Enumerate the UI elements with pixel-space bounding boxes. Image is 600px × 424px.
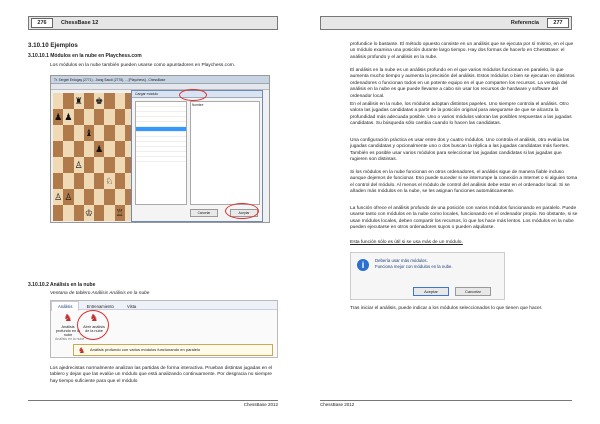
ribbon-tabs [51, 301, 277, 310]
paragraph: La función ofrece el análisis profundo de una posición con varios módulos funcionando en paralelo. Puede usarse tanto con módulos en la nube como locales, funcionando en el ordenador propio. No obstante, si se usan módulos locales, deben compartir los recursos, lo que los hace más lentos. Los módulos en la nube pueden ejecutarse en otros ordenadores suyos o pueden alquilarse. [350, 206, 578, 231]
board-square[interactable] [115, 125, 125, 141]
tab-analysis[interactable]: Análisis [51, 301, 79, 311]
screenshot-cloud-engines [50, 75, 270, 223]
board-square[interactable] [94, 157, 104, 173]
board-square[interactable] [94, 125, 104, 141]
page-number: 276 [31, 18, 53, 28]
header-title: ChessBase 12 [61, 20, 99, 26]
chess-piece[interactable]: ♟ [95, 144, 104, 154]
highlight-circle [179, 89, 207, 101]
cloud-analysis-icon: ♞ [78, 346, 86, 355]
dialog-line: Funciona mejor con módulos en la nube. [375, 264, 453, 269]
analysis-ribbon [50, 300, 278, 358]
board-square[interactable] [94, 141, 104, 157]
board-square[interactable] [63, 189, 73, 205]
tab-training[interactable]: Entrenamiento [86, 304, 114, 309]
chess-board[interactable] [53, 93, 135, 221]
board-square[interactable] [53, 93, 63, 109]
section-title: 3.10.10 Ejemplos [28, 42, 78, 49]
chess-piece[interactable]: ♙ [74, 160, 83, 170]
body-text: Los ajedrecistas normalmente analizan las partidas de forma interactiva. Prueban distintas jugadas en el tablero y dejan que las evalúe un módulo que está analizando continuamente. Por desgracia no siempre hay tiempo suficiente para que el módulo [50, 366, 273, 384]
board-square[interactable] [115, 205, 125, 221]
board-square[interactable] [63, 157, 73, 173]
intro-text: Los módulos en la nube también pueden usarse como apuntadores en Playchess.com. [50, 63, 236, 68]
chess-piece[interactable]: ♟ [54, 112, 63, 122]
highlight-circle [77, 310, 109, 340]
board-square[interactable] [115, 141, 125, 157]
engine-list[interactable] [135, 101, 187, 205]
board-square[interactable] [63, 93, 73, 109]
board-square[interactable] [84, 109, 94, 125]
chess-piece[interactable]: ♙ [64, 192, 73, 202]
chess-piece[interactable]: ♘ [105, 176, 114, 186]
board-square[interactable] [115, 189, 125, 205]
info-icon: i [357, 259, 369, 271]
chess-piece[interactable]: ♖ [115, 208, 124, 218]
board-square[interactable] [84, 189, 94, 205]
board-square[interactable] [104, 93, 114, 109]
paragraph: Si los módulos en la nube funcionan en otros ordenadores, el análisis sigue de manera fiable incluso aunque dejemos de funcionar. Eso puede suceder si se interrumpe la conexión a Internet o si alguien toma el control del módulo. Al menos el módulo de control del análisis debe estar en el ordenador local. Si se añaden más módulos en la nube, se les asignan funciones automáticamente. [350, 170, 578, 195]
board-square[interactable] [74, 157, 84, 173]
board-square[interactable] [104, 189, 114, 205]
board-square[interactable] [63, 205, 73, 221]
board-square[interactable] [94, 109, 104, 125]
engine-detail-list[interactable] [190, 101, 260, 205]
board-square[interactable] [53, 141, 63, 157]
board-square[interactable] [94, 189, 104, 205]
dialog-line: Debería usar más módulos. [375, 258, 428, 263]
board-square[interactable] [74, 125, 84, 141]
chess-piece[interactable]: ♔ [84, 208, 93, 218]
page-footer: ChessBase 2012 [320, 400, 572, 408]
button-label: Abrir análisis de la nube [83, 325, 105, 334]
page-number: 277 [547, 18, 569, 28]
list-header: Nombre [192, 103, 204, 107]
board-square[interactable] [115, 157, 125, 173]
chess-piece[interactable]: ♚ [95, 96, 104, 106]
board-square[interactable] [104, 157, 114, 173]
board-square[interactable] [74, 109, 84, 125]
ok-button[interactable]: Aceptar [413, 287, 449, 296]
chess-piece[interactable]: ♜ [74, 96, 83, 106]
paragraph: Tras iniciar el análisis, puede indicar a los módulos seleccionados lo que tienen que hacer. [350, 306, 543, 311]
board-square[interactable] [63, 125, 73, 141]
cancel-button[interactable]: Cancelar [190, 209, 218, 217]
screenshot-title-bar: Tr. Sergiei Erdogay (2771) - Jiang Saudi (2775), ... [Playchess] - ChessBase [51, 76, 269, 84]
page-footer: ChessBase 2012 [28, 400, 278, 408]
board-square[interactable] [74, 189, 84, 205]
right-page [300, 0, 600, 424]
page-header [320, 16, 572, 30]
breadcrumb: Ventana de tablero Análisis Análisis en la nube [50, 291, 150, 296]
board-square[interactable] [63, 173, 73, 189]
board-square[interactable] [94, 173, 104, 189]
paragraph: Una configuración práctica es usar entre dos y cuatro módulos. Uno controla el análisis, otro evalúa las jugadas candidatas y opcionalmente uno o dos buscan la réplica a las jugadas candidatas más fuertes. También es posible usar varios módulos para seleccionar las jugadas candidatas si las jugadas que rugieren son distintas. [350, 138, 570, 163]
board-square[interactable] [104, 125, 114, 141]
paragraph: En el análisis en la nube, los módulos adoptan distintos papeles. Uno siempre controla el análisis. Otro valora las jugadas candidatas a partir de la posición original para asegurarse de que se alcanza la profundidad más adecuada posible. Uno o varios módulos valoran las posibles respuestas a las jugadas candidatas. Su búsqueda sólo cambia cuando lo hacen las candidatas. [350, 102, 572, 127]
board-square[interactable] [84, 93, 94, 109]
chess-piece[interactable]: ♙ [54, 192, 63, 202]
chess-piece[interactable]: ♟ [64, 112, 73, 122]
tooltip [73, 344, 273, 356]
board-square[interactable] [53, 205, 63, 221]
board-square[interactable] [53, 157, 63, 173]
board-square[interactable] [115, 173, 125, 189]
paragraph: El análisis en la nube es un análisis profundo en el que varios módulos funcionan en paralelo, lo que aumenta mucho tiempo y aumenta la precisión del análisis. Estos módulos o bien se ejecutan en distintos ordenadores o funcionan todos en un potente equipo en el que comparten los recursos. La ventaja del análisis en la nube es que puede llevarse a cabo sin usar los recursos de hardware y software del ordenador local. [350, 68, 575, 99]
page-header [28, 16, 278, 30]
board-square[interactable] [74, 141, 84, 157]
ok-button[interactable]: Aceptar [230, 209, 258, 217]
open-cloud-icon: ♞ [89, 313, 99, 324]
board-square[interactable] [104, 141, 114, 157]
message-dialog [350, 252, 505, 300]
board-square[interactable] [53, 189, 63, 205]
board-square[interactable] [63, 141, 73, 157]
subsection-title: 3.10.10.2 Análisis en la nube [28, 282, 96, 288]
board-square[interactable] [84, 141, 94, 157]
board-square[interactable] [63, 109, 73, 125]
cancel-button[interactable]: Cancelar [455, 287, 491, 296]
board-square[interactable] [74, 93, 84, 109]
dialog-message [375, 258, 453, 270]
board-square[interactable] [53, 109, 63, 125]
note: Esta función sólo es útil si se usa más de un módulo. [350, 240, 463, 245]
board-square[interactable] [74, 173, 84, 189]
cloud-analysis-icon: ♞ [63, 313, 73, 324]
board-square[interactable] [74, 205, 84, 221]
board-square[interactable] [84, 205, 94, 221]
dialog-title: Cargar módulo [132, 91, 262, 98]
board-square[interactable] [104, 109, 114, 125]
subsection-title: 3.10.10.1 Módulos en la nube en Playchess.com [28, 53, 142, 59]
ribbon-group-label: Análisis en la nube [55, 337, 85, 341]
board-square[interactable] [53, 125, 63, 141]
board-square[interactable] [84, 157, 94, 173]
tab-view[interactable]: Vista [127, 304, 137, 309]
board-square[interactable] [84, 125, 94, 141]
chess-piece[interactable]: ♝ [84, 128, 93, 138]
button-label: Análisis profundo en la nube [55, 325, 81, 338]
board-square[interactable] [84, 173, 94, 189]
board-square[interactable] [53, 173, 63, 189]
board-square[interactable] [94, 93, 104, 109]
board-square[interactable] [104, 205, 114, 221]
header-title: Referencia [510, 20, 539, 26]
highlight-circle [225, 203, 259, 219]
paragraph: profundice lo bastante. El método opuesto consiste en un análisis que se ejecuta por sí mismo, en el que un módulo examina una posición durante largo tiempo. Hay dos formas de hacerlo en ChessBase: el análisis profundo y el análisis en la nube. [350, 42, 574, 60]
board-square[interactable] [104, 173, 114, 189]
tooltip-text: Análisis profundo con varios módulos funcionando en paralelo [90, 347, 201, 352]
board-square[interactable] [94, 205, 104, 221]
board-square[interactable] [115, 109, 125, 125]
board-square[interactable] [115, 93, 125, 109]
